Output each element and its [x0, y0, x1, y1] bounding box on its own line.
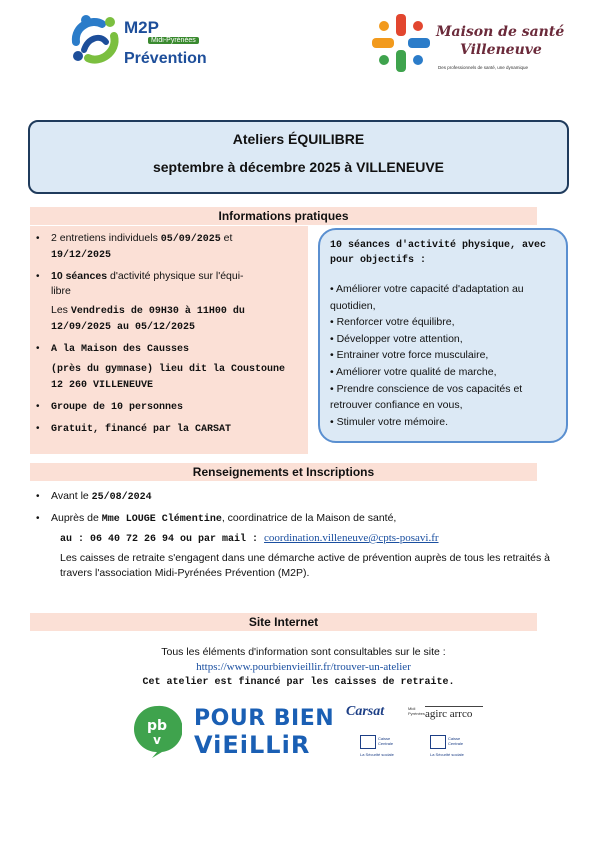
list-item: [30, 231, 308, 263]
item-date: 05/09/2025: [160, 234, 221, 245]
secu-bottom: La Sécurité sociale: [430, 752, 464, 757]
pbv-emblem-text2: v: [153, 733, 161, 747]
item-text: et: [220, 232, 233, 244]
list-item: [30, 511, 550, 527]
item-bold: 10 séances: [51, 270, 108, 282]
agirc-rule: [425, 706, 483, 707]
secu-logo-2: [430, 735, 470, 757]
item-text: Les: [51, 304, 71, 316]
list-item: [30, 269, 308, 299]
list-item: [30, 341, 308, 357]
item-text: libre: [51, 285, 71, 297]
item-text: Auprès de: [51, 512, 102, 524]
objective-item: • Prendre conscience de vos capacités et retrouver confiance en vous,: [330, 382, 523, 412]
objectives-box: [318, 228, 568, 443]
item-bold: 12 260 VILLENEUVE: [51, 380, 154, 391]
m2p-emblem-icon: [66, 12, 124, 70]
list-item-sub: [30, 361, 308, 393]
list-item: [30, 399, 308, 415]
carsat-name: Carsat: [346, 704, 385, 719]
pbv-emblem-text: pb: [146, 718, 168, 734]
objective-item: • Développer votre attention,: [330, 332, 463, 345]
contact-note: Les caisses de retraite s'engagent dans une démarche active de prévention auprès de tous les retraités à travers l'association Midi-Pyrénées Prévention (M2P).: [60, 552, 550, 579]
m2p-logo: [66, 12, 216, 74]
funding-text: Cet atelier est financé par les caisses de retraite.: [142, 677, 455, 688]
item-bold: Groupe de 10 personnes: [51, 402, 184, 413]
item-bold: Gratuit, financé par la CARSAT: [51, 424, 232, 435]
list-item: [30, 421, 308, 437]
pbv-word1: POUR BIEN: [194, 706, 335, 731]
item-date: 19/12/2025: [51, 250, 112, 261]
agirc-name: agirc arrco: [425, 708, 473, 720]
email-link[interactable]: coordination.villeneuve@cpts-posavi.fr: [264, 532, 439, 544]
title-box: [28, 120, 569, 194]
site-heading: Site Internet: [30, 613, 537, 631]
item-text: 2 entretiens individuels: [51, 232, 161, 244]
secu-icon: [360, 735, 376, 749]
maison-logo-title: Maison de santé: [436, 24, 565, 40]
carsat-tag: Midi Pyrénées: [408, 706, 425, 716]
page-subtitle: septembre à décembre 2025 à VILLENEUVE: [152, 159, 445, 175]
carsat-logo: [346, 704, 425, 724]
objectives-list: [330, 281, 556, 430]
objective-item: • Stimuler votre mémoire.: [330, 415, 449, 428]
list-item: [30, 489, 550, 505]
contact-section: [30, 489, 550, 581]
objective-item: • Améliorer votre qualité de marche,: [330, 365, 497, 378]
maison-sante-logo: [370, 12, 570, 78]
list-item-sub: [30, 303, 308, 335]
objectives-heading: 10 séances d'activité physique, avec pour objectifs :: [330, 240, 547, 266]
item-text: Avant le: [51, 490, 92, 502]
pbv-word2: ViEiLLiR: [194, 731, 311, 759]
site-text: Tous les éléments d'information sont consultables sur le site :: [161, 646, 446, 658]
item-text: , coordinatrice de la Maison de santé,: [221, 512, 397, 524]
page-title: Ateliers ÉQUILIBRE: [232, 131, 365, 147]
secu-icon: [430, 735, 446, 749]
maison-sante-emblem-icon: [370, 12, 432, 74]
contact-heading: Renseignements et Inscriptions: [30, 463, 537, 481]
contact-phone: au : 06 40 72 26 94 ou par mail :: [60, 534, 265, 545]
site-link[interactable]: https://www.pourbienvieillir.fr/trouver-un-atelier: [196, 661, 411, 673]
m2p-logo-title: M2P: [124, 18, 159, 37]
item-bold: (près du gymnase) lieu dit la Coustoune: [51, 364, 286, 375]
maison-logo-subtitle: Villeneuve: [460, 42, 542, 58]
pbv-emblem-icon: [132, 704, 182, 758]
objective-item: • Renforcer votre équilibre,: [330, 316, 455, 329]
secu-tag: Caisse Centrale: [448, 736, 464, 746]
item-bold: A la Maison des Causses: [51, 344, 190, 355]
site-section: [30, 645, 537, 691]
objective-item: • Entrainer votre force musculaire,: [330, 349, 489, 362]
info-panel: [30, 226, 308, 454]
secu-bottom: La Sécurité sociale: [360, 752, 394, 757]
m2p-logo-subtitle: Prévention: [124, 50, 207, 67]
item-date: 25/08/2024: [91, 492, 152, 503]
item-bold: 12/09/2025 au 05/12/2025: [51, 322, 196, 333]
secu-logo-1: [360, 735, 400, 757]
info-heading: Informations pratiques: [30, 207, 537, 225]
item-text: d'activité physique sur l'équi-: [107, 270, 244, 282]
secu-tag: Caisse Centrale: [378, 736, 394, 746]
maison-logo-tagline: Des professionnels de santé, une dynamique: [438, 65, 529, 70]
objective-item: • Améliorer votre capacité d'adaptation au quotidien,: [330, 283, 524, 312]
contact-line: [30, 531, 550, 547]
item-bold: Vendredis de 09H30 à 11H00 du: [70, 306, 245, 317]
contact-name: Mme LOUGE Clémentine: [101, 514, 222, 525]
pour-bien-vieillir-logo: [132, 704, 342, 760]
agirc-arrco-logo: [425, 708, 485, 722]
m2p-logo-region: Midi-Pyrénées: [148, 37, 199, 44]
